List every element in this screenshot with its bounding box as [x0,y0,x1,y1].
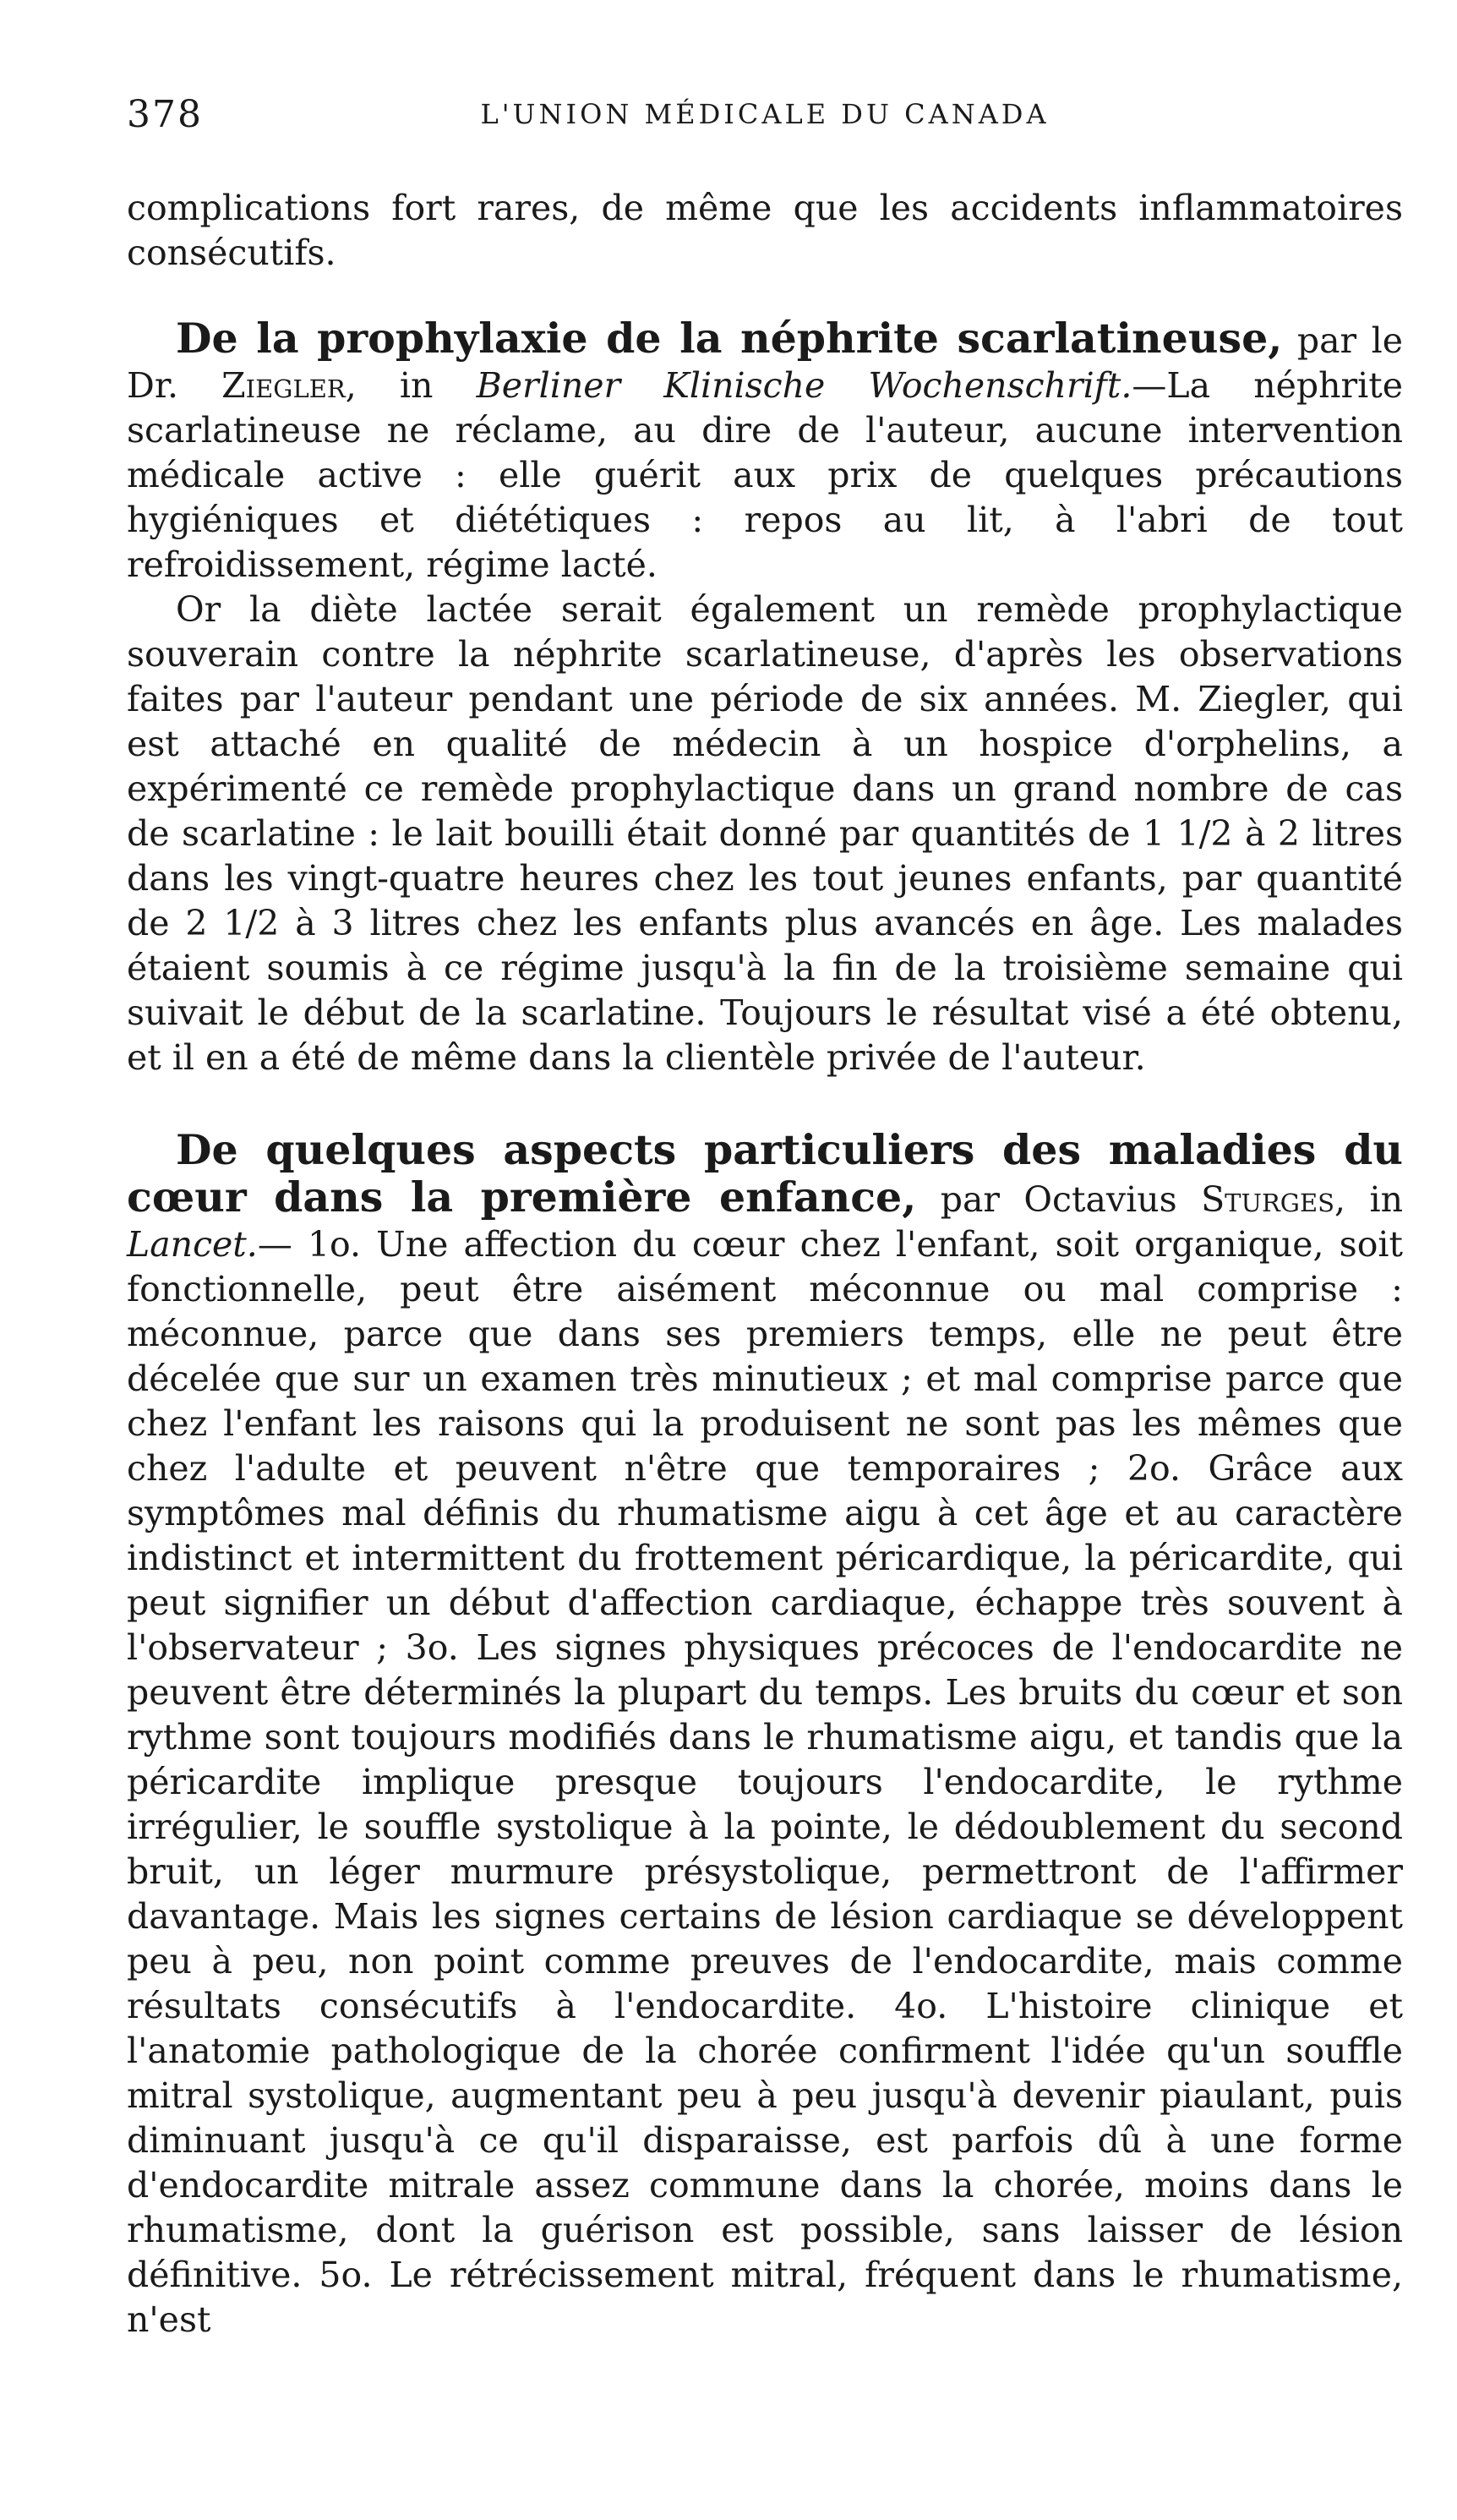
journal-name: Lancet. [127,1224,258,1265]
paragraph-text: — 1o. Une affection du cœur chez l'enfant, soit organique, soit fonctionnelle, peut être aisément méconnue ou mal comprise : méconnue, parce que dans ses premiers temps, elle ne peut être décelée que sur un examen très minutieux ; et mal comprise parce que chez l'enfant les raisons qui la produisent ne sont pas les mêmes que chez l'adulte et peuvent n'être que temporaires ; 2o. Grâce aux symptômes mal définis du rhumatisme aigu à cet âge et au caractère indistinct et intermittent du frottement péricardique, la péricardite, qui peut signifier un début d'affection cardiaque, échappe très souvent à l'observateur ; 3o. Les signes physiques précoces de l'endocardite ne peuvent être déterminés la plupart du temps. Les bruits du cœur et son rythme sont toujours modifiés dans le rhumatisme aigu, et tandis que la péricardite implique presque toujours l'endocardite, le rythme irrégulier, le souffle systolique à la pointe, le dédoublement du second bruit, un léger murmure présystolique, permettront de l'affirmer davantage. Mais les signes certains de lésion cardiaque se développent peu à peu, non point comme preuves de l'endocardite, mais comme résultats consécutifs à l'endocardite. 4o. L'histoire clinique et l'anatomie pathologique de la chorée confirment l'idée qu'un souffle mitral systolique, augmentant peu à peu jusqu'à devenir piaulant, puis diminuant jusqu'à ce qu'il disparaisse, est parfois dû à une forme d'endocardite mitrale assez commune dans la chorée, moins dans le rhumatisme, dont la guérison est possible, sans laisser de lésion définitive. 5o. Le rétrécissement mitral, fréquent dans le rhumatisme, n'est [127,1224,1403,2340]
running-title: L'UNION MÉDICALE DU CANADA [480,98,1050,130]
journal-name: Berliner Klinische Wochenschrift. [476,365,1132,406]
paragraph-continuation [127,186,1403,276]
journal-prefix: , in [345,365,477,406]
byline-prefix: par Octavius [916,1179,1202,1220]
paragraph-diete-lactee [127,588,1403,1080]
author-name: Sturges [1201,1179,1335,1220]
author-name: Ziegler [221,365,346,406]
running-header [127,93,1403,135]
paragraph-text: —La néphrite scarlatineuse ne réclame, au dire de l'auteur, aucune intervention médicale active : elle guérit aux prix de quelques précautions hygiéniques et diététiques : repos au lit, à l'abri de tout refroidissement, régime lacté. [127,365,1403,585]
document-page [127,93,1403,2342]
journal-prefix: , in [1334,1179,1403,1220]
byline-prefix: par le Dr. [127,320,1403,406]
article-heading: De la prophylaxie de la néphrite scarlatineuse, [176,314,1283,363]
paragraph-text: Or la diète lactée serait également un remède prophylactique souverain contre la néphrite scarlatineuse, d'après les observations faites par l'auteur pendant une période de six années. M. Ziegler, qui est attaché en qualité de médecin à un hospice d'orphelins, a expérimenté ce remède prophylactique dans un grand nombre de cas de scarlatine : le lait bouilli était donné par quantités de 1 1/2 à 2 litres dans les vingt-quatre heures chez les tout jeunes enfants, par quantité de 2 1/2 à 3 litres chez les enfants plus avancés en âge. Les malades étaient soumis à ce régime jusqu'à la fin de la troisième semaine qui suivait le début de la scarlatine. Toujours le résultat visé a été obtenu, et il en a été de même dans la clientèle privée de l'auteur. [127,589,1403,1078]
page-number: 378 [127,93,203,136]
article-maladies-du-coeur [127,1125,1403,2342]
article-nephrite-scarlatineuse [127,316,1403,588]
paragraph-text: complications fort rares, de même que les accidents inflammatoires consécutifs. [127,188,1403,273]
article-heading: De quelques aspects particuliers des maladies du cœur dans la première enfance, [127,1125,1403,1222]
